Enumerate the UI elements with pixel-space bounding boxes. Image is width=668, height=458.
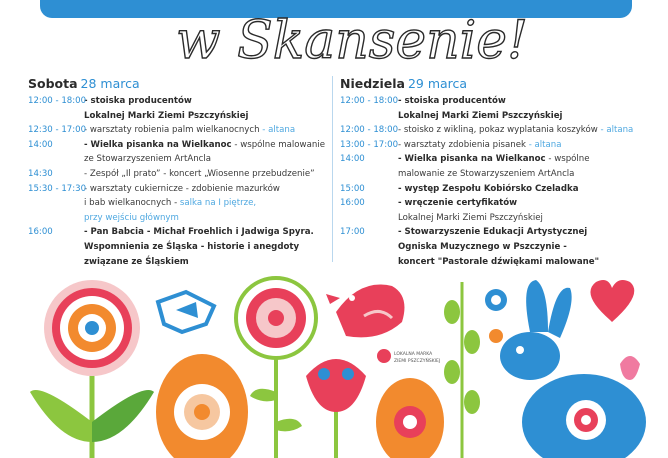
event-row — [28, 167, 328, 182]
event-line — [84, 240, 328, 255]
orange-egg-illustration — [156, 354, 248, 458]
event-row — [340, 182, 650, 197]
event-line — [84, 225, 328, 240]
event-row — [28, 138, 328, 167]
event-time: 15:00 — [340, 183, 365, 194]
event-text: - warsztaty robienia palm wielkanocnych — [84, 125, 263, 136]
local-brand-logo — [377, 349, 440, 364]
event-line — [398, 123, 650, 138]
event-row — [28, 123, 328, 138]
event-line — [398, 240, 650, 255]
event-text: - wspólne — [545, 154, 590, 165]
event-line — [84, 211, 328, 226]
event-row — [28, 225, 328, 269]
event-line — [398, 94, 650, 109]
red-heart-illustration — [590, 280, 634, 322]
event-text: i bab wielkanocnych - — [84, 198, 180, 209]
event-text: Wspomnienia ze Śląska - historie i anegdoty — [84, 241, 300, 252]
event-row — [340, 196, 650, 225]
script-title-text: w Skansenie! — [176, 11, 528, 70]
event-line — [84, 109, 328, 124]
saturday-day-label: Sobota — [28, 76, 78, 91]
event-text: - stoisko z wikliną, pokaz wyplatania koszyków — [398, 125, 601, 136]
event-text: salka na I piętrze, — [179, 198, 257, 209]
event-line — [84, 152, 328, 167]
event-text: - altana — [262, 125, 296, 136]
event-row — [28, 182, 328, 226]
saturday-heading — [28, 74, 328, 94]
event-line — [398, 152, 650, 167]
event-time: 16:00 — [28, 227, 53, 238]
event-text: - Stowarzyszenie Edukacji Artystycznej — [398, 227, 588, 238]
event-text: Lokalnej Marki Ziemi Pszczyńskiej — [398, 110, 563, 121]
column-divider — [332, 76, 333, 262]
event-text: - Zespół „Il prato” - koncert „Wiosenne przebudzenie” — [84, 168, 315, 179]
tulip-illustration — [306, 359, 366, 458]
event-line — [398, 225, 650, 240]
blue-bird-illustration — [158, 292, 214, 332]
event-line — [398, 109, 650, 124]
event-text: ze Stowarzyszeniem ArtAncla — [84, 154, 212, 165]
event-text: koncert "Pastorale dźwiękami malowane" — [398, 256, 600, 267]
event-time: 17:00 — [340, 227, 365, 238]
event-text: malowanie ze Stowarzyszeniem ArtAncla — [398, 168, 575, 179]
event-line — [398, 196, 650, 211]
event-text: Ogniska Muzycznego w Pszczynie - — [398, 241, 567, 252]
sunday-date-label: 29 marca — [407, 76, 468, 91]
event-text: - stoiska producentów — [398, 96, 506, 106]
sunday-events — [340, 94, 650, 269]
event-text: - warsztaty zdobienia pisanek — [398, 139, 529, 150]
event-text: - wręczenie certyfikatów — [398, 198, 518, 209]
event-time: 15:30 - 17:30 — [28, 183, 87, 194]
event-line — [84, 196, 328, 211]
logo-line-1: LOKALNA MARKA — [394, 352, 433, 357]
event-line — [398, 255, 650, 270]
event-text: - Wielka pisanka na Wielkanoc — [398, 154, 546, 165]
event-time: 12:00 - 18:00 — [340, 96, 399, 106]
event-text: - Wielka pisanka na Wielkanoc — [84, 139, 232, 150]
event-line — [84, 182, 328, 197]
event-line — [84, 94, 328, 109]
event-text: - altana — [600, 125, 634, 136]
small-blue-flower-illustration — [485, 289, 507, 343]
event-line — [398, 138, 650, 153]
event-text: przy wejściu głównym — [84, 212, 179, 223]
event-text: - altana — [528, 139, 562, 150]
event-row — [340, 225, 650, 269]
script-title — [92, 4, 612, 70]
event-row — [340, 94, 650, 123]
sunday-column — [340, 74, 650, 269]
pink-bird-illustration — [326, 284, 404, 337]
event-text: - warsztaty cukiernicze - zdobienie mazurków — [84, 183, 280, 194]
logo-line-2: ZIEMI PSZCZYŃSKIEJ — [394, 359, 441, 364]
saturday-date-label: 28 marca — [80, 76, 140, 91]
event-line — [84, 167, 328, 182]
event-line — [398, 182, 650, 197]
event-time: 14:00 — [340, 154, 365, 165]
event-line — [84, 255, 328, 270]
event-line — [398, 211, 650, 226]
pink-tulip-illustration — [620, 356, 640, 380]
event-text: - stoiska producentów — [84, 96, 192, 106]
event-time: 12:00 - 18:00 — [28, 96, 87, 106]
green-vine-illustration — [444, 282, 480, 458]
event-row — [28, 94, 328, 123]
sunday-heading — [340, 74, 650, 94]
event-text: Lokalnej Marki Ziemi Pszczyńskiej — [84, 110, 249, 121]
event-text: - Pan Babcia - Michał Froehlich i Jadwiga Spyra. — [84, 227, 314, 238]
event-time: 12:00 - 18:00 — [340, 125, 399, 136]
event-time: 13:00 - 17:00 — [340, 139, 399, 150]
event-text: Lokalnej Marki Ziemi Pszczyńskiej — [398, 212, 543, 223]
event-text: związane ze Śląskiem — [84, 256, 189, 267]
event-text: - występ Zespołu Kobiórsko Czeladka — [398, 183, 579, 194]
event-row — [340, 152, 650, 181]
saturday-column — [28, 74, 328, 269]
orange-egg-small-illustration — [376, 378, 444, 458]
event-time: 14:00 — [28, 139, 53, 150]
event-line — [84, 138, 328, 153]
sunday-day-label: Niedziela — [340, 76, 405, 91]
event-row — [340, 123, 650, 138]
pink-flower-illustration — [236, 278, 316, 458]
folk-art-illustration — [0, 272, 668, 458]
event-line — [398, 167, 650, 182]
event-time: 16:00 — [340, 198, 365, 209]
event-time: 12:30 - 17:00 — [28, 125, 87, 136]
event-line — [84, 123, 328, 138]
event-text: - wspólne malowanie — [231, 139, 325, 150]
event-time: 14:30 — [28, 168, 53, 179]
folk-flower-illustration — [30, 280, 154, 458]
event-row — [340, 138, 650, 153]
saturday-events — [28, 94, 328, 269]
